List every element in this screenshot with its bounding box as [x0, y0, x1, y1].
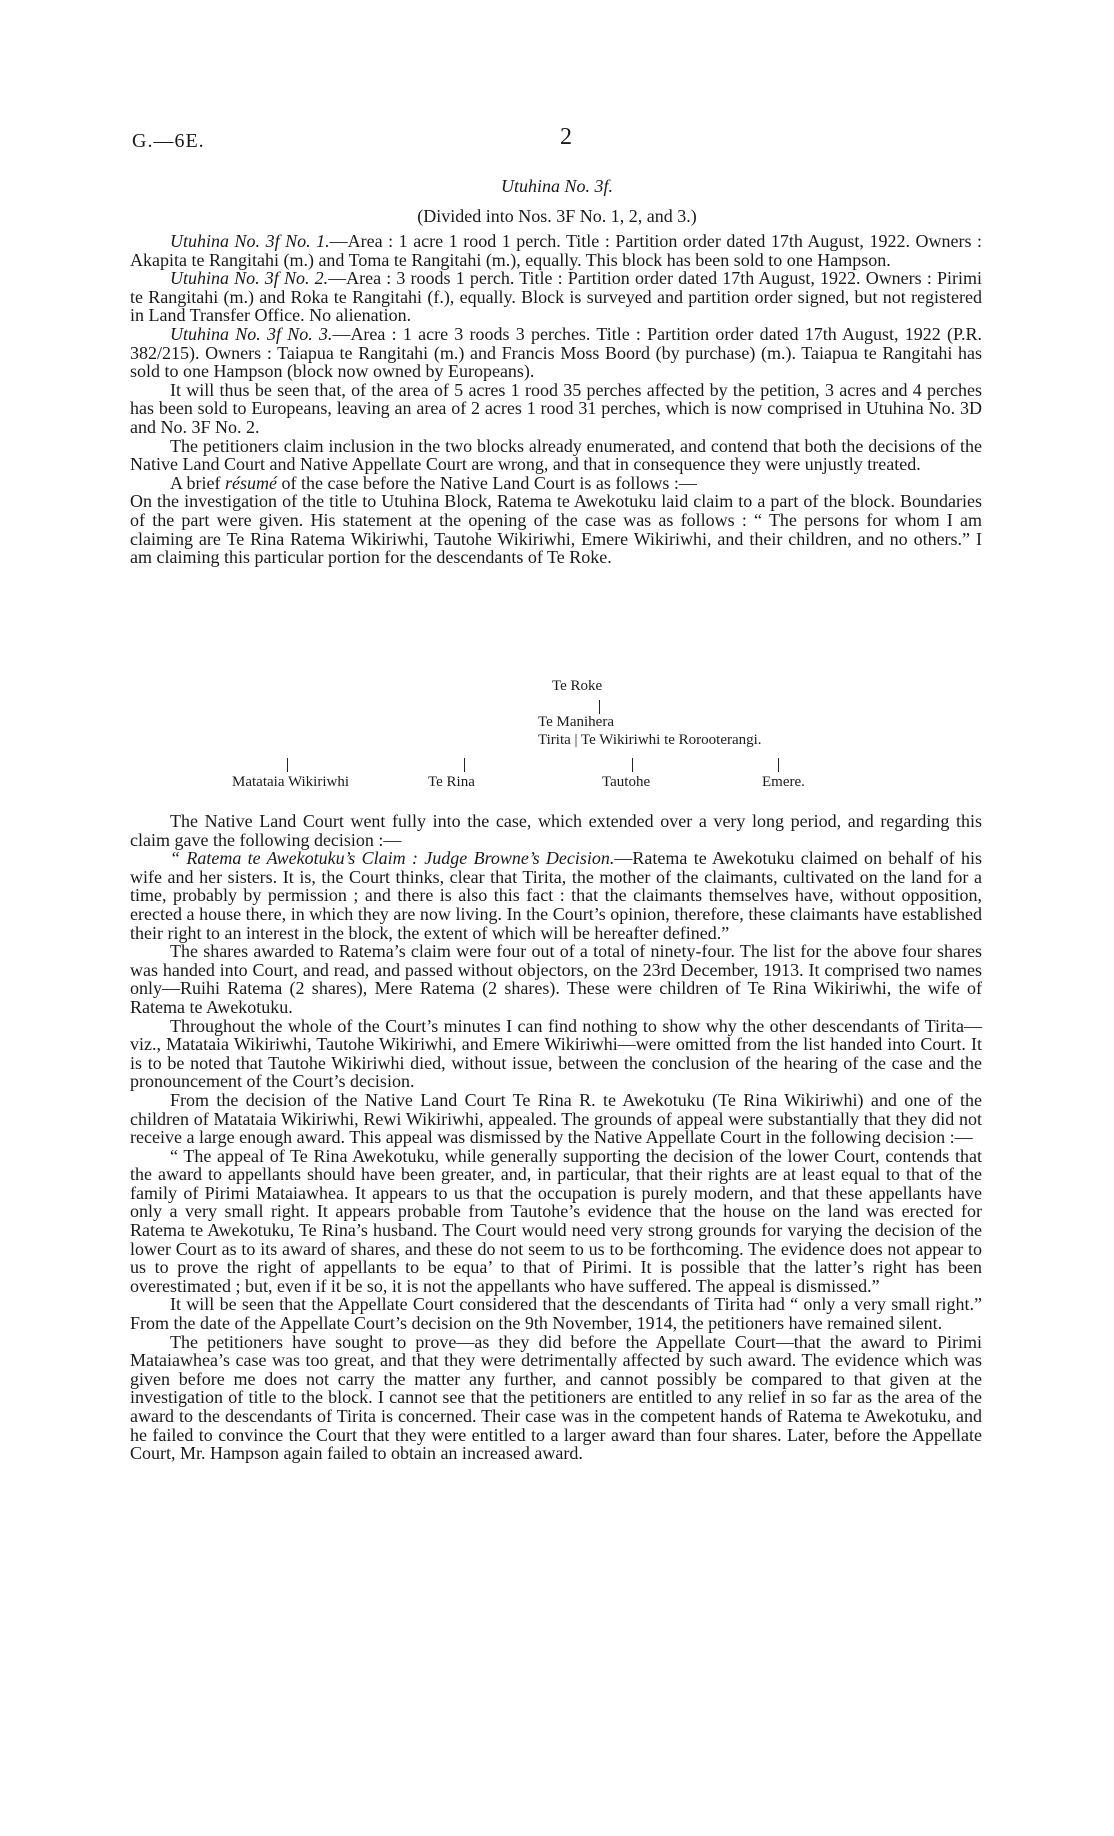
body-text-bottom — [130, 812, 982, 1463]
paragraph-text: The petitioners have sought to prove—as they did before the Appellate Court—that the award to Pirimi Mataiawhea’s case was too great, and that they were detrimentally affected by such award. The evidence which was given before me does not carry the matter any further, and cannot possibly be compared to that given at the investigation of title to the block. I cannot see that the petitioners are entitled to any relief in so far as the area of the award to the descendants of Tirita is concerned. Their case was in the competent hands of Ratema te Awekotuku, and he failed to convince the Court that they were entitled to a larger award than four shares. Later, before the Appellate Court, Mr. Hampson again failed to obtain an increased award. — [130, 1331, 982, 1464]
paragraph-text: A brief — [170, 472, 225, 493]
section-subtitle: (Divided into Nos. 3F No. 1, 2, and 3.) — [417, 206, 697, 226]
paragraph-text: of the case before the Native Land Court is as follows :— — [276, 472, 697, 493]
paragraph — [130, 1333, 982, 1463]
genealogy-child: Tautohe — [602, 774, 651, 790]
italic-term: résumé — [224, 472, 277, 493]
paragraph — [130, 437, 982, 474]
genealogy-connector — [599, 700, 600, 714]
section-title: Utuhina No. 3f. — [500, 176, 613, 196]
paragraph-text: The shares awarded to Ratema’s claim were four out of a total of ninety-four. The list for the above four shares was handed into Court, and read, and passed without objectors, on the 23rd December, 1913. It comprised two names only—Ruihi Ratema (2 shares), Mere Ratema (2 shares). These were children of Te Rina Wikiriwhi, the wife of Ratema te Awekotuku. — [130, 941, 982, 1017]
paragraph — [130, 942, 982, 1016]
paragraph — [130, 812, 982, 849]
body-text-top — [130, 232, 982, 567]
paragraph-text: —Ratema te Awekotuku claimed on behalf of his wife and her sisters. It is, the Court thinks, clear that Tirita, the mother of the claimants, cultivated on the land for a time, probably by permission ; and there is also this fact : that the claimants themselves have, without opposition, erected a house there, in which they are now living. In the Court’s opinion, therefore, these claimants have established their right to an interest in the block, the extent of which will be hereafter defined.” — [130, 848, 982, 943]
paragraph — [130, 232, 982, 269]
page-number: 2 — [560, 124, 572, 150]
genealogy-root: Te Roke — [552, 678, 603, 694]
paragraph-text: “ The appeal of Te Rina Awekotuku, while generally supporting the decision of the lower Court, contends that the award to appellants should have been greater, and, in particular, that their rights are at least equal to that of the family of Pirimi Mataiawhea. It appears to us that the occupation is purely modern, and that these appellants have only a very small right. It appears probable from Tautohe’s evidence that the house on the land was erected for Ratema te Awekotuku, Te Rina’s husband. The Court would need very strong grounds for varying the decision of the lower Court as to its award of shares, and these do not seem to us to be forthcoming. The evidence does not appear to us to prove the right of appellants to be equa’ to that of Pirimi. It is possible that the latter’s right has been overestimated ; but, even if it be so, it is not the appellants who have suffered. The appeal is dismissed.” — [130, 1145, 982, 1296]
paragraph — [130, 849, 982, 942]
paragraph-text: —Area : 1 acre 3 roods 3 perches. Title : Partition order dated 17th August, 1922 (P.R. 382/215). Owners : Taiapua te Rangitahi (m.) and Francis Moss Boord (by purchase) (m.). Taiapua te Rangitahi has sold to one Hampson (block now owned by Europeans). — [130, 323, 983, 382]
paragraph — [130, 1017, 982, 1091]
genealogy-child: Te Rina — [428, 774, 475, 790]
paragraph-text: From the decision of the Native Land Court Te Rina R. te Awekotuku (Te Rina Wikiriwhi) and one of the children of Matataia Wikiriwhi, Rewi Wikiriwhi, appealed. The grounds of appeal were substantially that they did not receive a large enough award. This appeal was dismissed by the Native Appellate Court in the following decision :— — [130, 1089, 982, 1148]
paragraph-lead: Utuhina No. 3f No. 3. — [170, 323, 333, 344]
paragraph — [130, 1147, 982, 1296]
paragraph — [130, 269, 982, 325]
paragraph — [130, 381, 982, 437]
genealogy-connector — [464, 758, 465, 772]
paragraph-text: —Area : 1 acre 1 rood 1 perch. Title : Partition order dated 17th August, 1922. Owners : Akapita te Rangitahi (m.) and Toma te Rangitahi (m.), equally. This block has been sold to one Hampson. — [130, 231, 983, 270]
paragraph — [130, 325, 982, 381]
paragraph — [130, 1295, 982, 1332]
genealogy-gen2: Te Manihera — [538, 714, 614, 730]
paragraph — [130, 492, 982, 566]
paragraph-text: It will be seen that the Appellate Court considered that the descendants of Tirita had “ only a very small right.” From the date of the Appellate Court’s decision on the 9th November, 1914, the petitioners have remained silent. — [130, 1294, 982, 1334]
paragraph-text: —Area : 3 roods 1 perch. Title : Partition order dated 17th August, 1922. Owners : Pirimi te Rangitahi (m.) and Roka te Rangitahi (f.), equally. Block is surveyed and partition order signed, but not registered in Land Transfer Office. No alienation. — [130, 268, 982, 326]
genealogy-connector — [287, 758, 288, 772]
paragraph-text: The petitioners claim inclusion in the two blocks already enumerated, and contend that both the decisions of the Native Land Court and Native Appellate Court are wrong, and that in consequence they were unjustly treated. — [130, 435, 982, 475]
genealogy-connector — [778, 758, 779, 772]
document-reference: G.—6E. — [132, 130, 205, 152]
genealogy-gen3: Tirita | Te Wikiriwhi te Rorooterangi. — [538, 732, 762, 748]
paragraph-text: It will thus be seen that, of the area of 5 acres 1 rood 35 perches affected by the petition, 3 acres and 4 perches has been sold to Europeans, leaving an area of 2 acres 1 rood 31 perches, which is now comprised in Utuhina No. 3D and No. 3F No. 2. — [130, 379, 982, 437]
paragraph — [130, 1091, 982, 1147]
genealogy-child: Emere. — [762, 774, 805, 790]
paragraph-lead: Utuhina No. 3f No. 2. — [170, 268, 329, 289]
paragraph-lead: “ Ratema te Awekotuku’s Claim : Judge Browne’s Decision. — [170, 848, 615, 869]
paragraph-lead: Utuhina No. 3f No. 1. — [170, 231, 330, 251]
genealogy-child: Matataia Wikiriwhi — [232, 774, 350, 790]
paragraph-text: On the investigation of the title to Utuhina Block, Ratema te Awekotuku laid claim to a part of the block. Boundaries of the part were given. His statement at the opening of the case was as follows : “ The persons for whom I am claiming are Te Rina Ratema Wikiriwhi, Tautohe Wikiriwhi, Emere Wikiriwhi, and their children, and no others.” I am claiming this particular portion for the descendants of Te Roke. — [130, 491, 982, 568]
genealogy-connector — [632, 758, 633, 772]
paragraph — [130, 474, 982, 493]
paragraph-text: Throughout the whole of the Court’s minutes I can find nothing to show why the other descendants of Tirita—viz., Matataia Wikiriwhi, Tautohe Wikiriwhi, and Emere Wikiriwhi—were omitted from the list handed into Court. It is to be noted that Tautohe Wikiriwhi died, without issue, between the conclusion of the hearing of the case and the pronouncement of the Court’s decision. — [130, 1015, 982, 1092]
paragraph-text: The Native Land Court went fully into the case, which extended over a very long period, and regarding this claim gave the following decision :— — [130, 811, 982, 850]
genealogy-diagram — [0, 678, 1114, 788]
